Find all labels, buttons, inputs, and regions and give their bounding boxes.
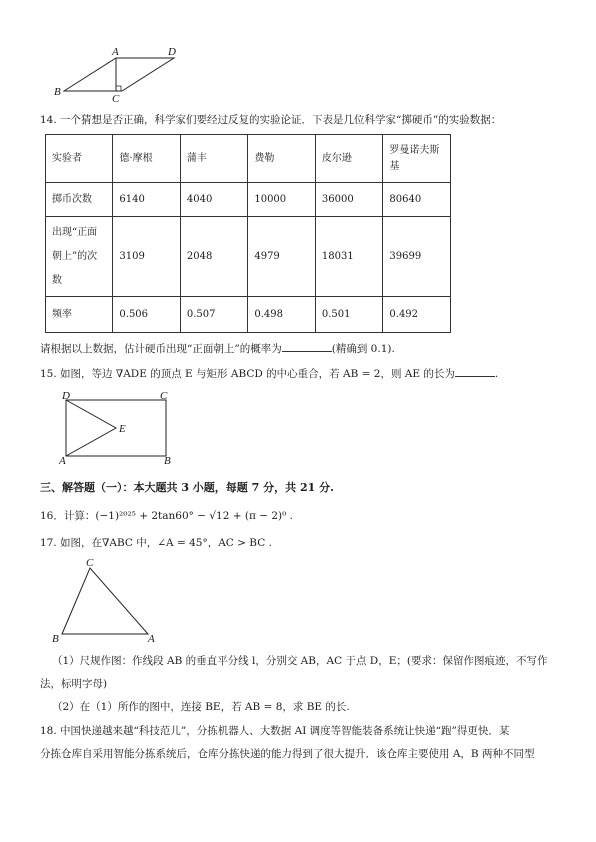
vertex-label-c: C [86, 557, 94, 569]
parallelogram-figure [50, 44, 190, 106]
vertex-label-d: D [168, 46, 176, 58]
vertex-label-a: A [59, 455, 66, 466]
table-cell: 出现“正面朝上”的次数 [46, 217, 113, 297]
table-cell: 掷币次数 [46, 183, 113, 217]
q16-expression: ．计算：(−1)²⁰²⁵ + 2tan60° − √12 + (π − 2)⁰ . [53, 510, 294, 522]
q14-answer-line [40, 342, 395, 356]
table-cell: 3109 [113, 217, 180, 297]
triangle-figure [50, 556, 170, 646]
table-cell: 4979 [248, 217, 316, 297]
table-row [46, 217, 451, 297]
q17-text: 17. 如图，在∇ABC 中，∠A = 45°，AC > BC . [40, 537, 272, 549]
q14-text: 14. 一个猜想是否正确，科学家们要经过反复的实验论证．下表是几位科学家“掷硬币”的实验数据： [40, 114, 502, 126]
vertex-label-a: A [148, 633, 155, 645]
q15-text-post: . [494, 368, 499, 380]
q14-answer-pre: 请根据以上数据，估计硬币出现“正面朝上”的概率为 [40, 343, 282, 355]
table-cell: 18031 [315, 217, 383, 297]
section-heading: 三、解答题（一）：本大题共 3 小题，每题 7 分，共 21 分. [40, 481, 334, 494]
q16-number: 16 [40, 510, 54, 522]
table-cell: 6140 [113, 183, 180, 217]
vertex-label-a: A [112, 46, 119, 58]
q17-part2: （2）在（1）所作的图中，连接 BE，若 AB = 8，求 BE 的长. [52, 701, 350, 713]
table-cell: 蒲丰 [180, 135, 247, 183]
table-cell: 2048 [180, 217, 247, 297]
table-row [46, 183, 451, 217]
table-row [46, 135, 451, 183]
rectangle-triangle-figure [56, 390, 186, 466]
table-cell: 费勒 [248, 135, 316, 183]
q15-text-pre: 15. 如图，等边 ∇ADE 的顶点 E 与矩形 ABCD 的中心重合，若 AB = 2，则 AE 的长为 [40, 368, 455, 380]
coin-toss-table [45, 134, 451, 333]
table-cell: 0.492 [383, 297, 451, 333]
vertex-label-b: B [164, 455, 171, 466]
q16-text [40, 509, 293, 523]
answer-blank[interactable] [455, 376, 495, 377]
answer-blank[interactable] [282, 351, 332, 352]
table-cell: 36000 [315, 183, 383, 217]
table-cell: 0.506 [113, 297, 180, 333]
table-cell: 0.501 [315, 297, 383, 333]
q18-line2: 分拣仓库自采用智能分拣系统后，仓库分拣快递的能力得到了很大提升．该仓库主要使用 A，B 两种不同型 [40, 748, 535, 760]
table-row [46, 297, 451, 333]
table-cell: 皮尔逊 [315, 135, 383, 183]
table-cell: 频率 [46, 297, 113, 333]
q18-line1: 18. 中国快递越来越“科技范儿”，分拣机器人、大数据 AI 调度等智能装备系统让快递“跑”得更快．某 [40, 725, 510, 737]
vertex-label-b: B [52, 633, 59, 645]
table-cell: 39699 [383, 217, 451, 297]
q17-part1-line2: 法，标明字母) [40, 678, 108, 690]
q17-part1-line1: （1）尺规作图：作线段 AB 的垂直平分线 l，分别交 AB，AC 于点 D，E；(要求：保留作图痕迹，不写作 [52, 655, 548, 667]
vertex-label-e: E [119, 423, 126, 435]
table-cell: 实验者 [46, 135, 113, 183]
vertex-label-c: C [112, 93, 120, 105]
vertex-label-c: C [160, 390, 168, 402]
table-cell: 10000 [248, 183, 316, 217]
table-cell: 德·摩根 [113, 135, 180, 183]
table-cell: 0.498 [248, 297, 316, 333]
vertex-label-d: D [62, 390, 70, 402]
table-cell: 4040 [180, 183, 247, 217]
table-cell: 0.507 [180, 297, 247, 333]
q14-answer-post: (精确到 0.1). [331, 343, 395, 355]
table-cell: 80640 [383, 183, 451, 217]
vertex-label-b: B [54, 86, 61, 98]
q15-text [40, 367, 498, 381]
table-cell: 罗曼诺夫斯基 [383, 135, 451, 183]
